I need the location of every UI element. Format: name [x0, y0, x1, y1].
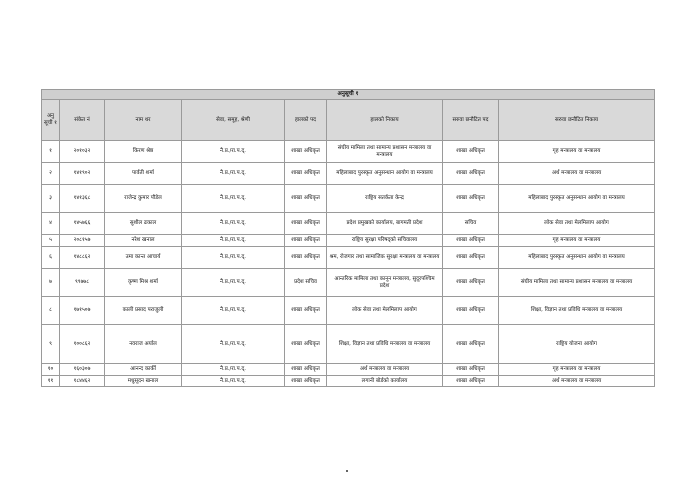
- col-header-current-office: हालको निकाय: [327, 100, 443, 141]
- cell-name: उमा कान्त आचार्य: [105, 247, 182, 269]
- cell-code: १४१३६८: [60, 185, 105, 213]
- cell-selected-post: शाखा अधिकृत: [443, 247, 499, 269]
- cell-service: नै.प्र./रा.प.द्.: [182, 247, 285, 269]
- col-header-code: संकेत नं: [60, 100, 105, 141]
- cell-code: २०८१५७: [60, 235, 105, 247]
- col-header-selected-post: सरुवा छनौटित पद: [443, 100, 499, 141]
- table-row: [42, 364, 655, 376]
- cell-name: आनन्द कार्की: [105, 364, 182, 376]
- cell-service: नै.प्र./रा.प.द्.: [182, 235, 285, 247]
- cell-current-office: राष्ट्रिय सुरक्षा परिषद्को सचिवालय: [327, 235, 443, 247]
- cell-serial: ४: [42, 213, 60, 235]
- cell-current-post: शाखा अधिकृत: [285, 364, 327, 376]
- table-row: [42, 269, 655, 297]
- cell-selected-post: शाखा अधिकृत: [443, 364, 499, 376]
- cell-name: काली प्रसाद पराजुली: [105, 297, 182, 325]
- table-row: [42, 247, 655, 269]
- cell-selected-office: महिलाबाद पुरस्कृत अनुसन्धान आयोग वा मन्त्रालय: [499, 185, 655, 213]
- cell-code: १४८८६२: [60, 247, 105, 269]
- cell-serial: ३: [42, 185, 60, 213]
- cell-current-office: लगानी बोर्डको कार्यालय: [327, 376, 443, 387]
- cell-name: नरेश खनाल: [105, 235, 182, 247]
- cell-serial: ८: [42, 297, 60, 325]
- cell-selected-office: गृह मन्त्रालय वा मन्त्रालय: [499, 141, 655, 163]
- cell-current-office: प्रदेश प्रमुखको कार्यालय, बागमती प्रदेश: [327, 213, 443, 235]
- cell-name: राजेन्द्र कुमार पौडेल: [105, 185, 182, 213]
- col-header-selected-office: सरुवा छनौटित निकाय: [499, 100, 655, 141]
- cell-current-post: शाखा अधिकृत: [285, 235, 327, 247]
- table-row: [42, 325, 655, 364]
- col-header-service: सेवा, समूह, श्रेणी: [182, 100, 285, 141]
- cell-code: १७१५०७: [60, 297, 105, 325]
- cell-current-office: महिलाबाद पुरस्कृत अनुसन्धान आयोग वा मन्त्रालय: [327, 163, 443, 185]
- transfer-list-table: [41, 89, 655, 387]
- cell-selected-office: गृह मन्त्रालय वा मन्त्रालय: [499, 364, 655, 376]
- cell-current-post: शाखा अधिकृत: [285, 247, 327, 269]
- cell-service: नै.प्र./रा.प.द्.: [182, 213, 285, 235]
- cell-service: नै.प्र./रा.प.द्.: [182, 163, 285, 185]
- cell-service: नै.प्र./रा.प.द्.: [182, 269, 285, 297]
- cell-current-office: श्रम, रोजगार तथा सामाजिक सुरक्षा मन्त्रालय वा मन्त्रालय: [327, 247, 443, 269]
- col-header-serial: अनु सूची १: [42, 100, 60, 141]
- cell-selected-post: शाखा अधिकृत: [443, 297, 499, 325]
- cell-selected-office: महिलाबाद पुरस्कृत अनुसन्धान आयोग वा मन्त्रालय: [499, 247, 655, 269]
- cell-service: नै.प्र./रा.प.द्.: [182, 325, 285, 364]
- cell-service: नै.प्र./रा.प.द्.: [182, 376, 285, 387]
- cell-serial: २: [42, 163, 60, 185]
- table-row: [42, 185, 655, 213]
- cell-current-post: शाखा अधिकृत: [285, 325, 327, 364]
- cell-selected-office: संघीय मामिला तथा सामान्य प्रशासन मन्त्रालय वा मन्त्रालय: [499, 269, 655, 297]
- cell-selected-post: शाखा अधिकृत: [443, 376, 499, 387]
- cell-code: १००८६२: [60, 325, 105, 364]
- cell-name: नवराज अर्याल: [105, 325, 182, 364]
- col-header-name: नाम थर: [105, 100, 182, 141]
- table-body: [42, 141, 655, 387]
- cell-selected-post: शाखा अधिकृत: [443, 141, 499, 163]
- cell-current-office: राष्ट्रिय सतर्कता केन्द्र: [327, 185, 443, 213]
- cell-selected-post: शाखा अधिकृत: [443, 185, 499, 213]
- cell-current-office: अर्थ मन्त्रालय वा मन्त्रालय: [327, 364, 443, 376]
- cell-current-post: शाखा अधिकृत: [285, 376, 327, 387]
- table-row: [42, 213, 655, 235]
- cell-service: नै.प्र./रा.प.द्.: [182, 297, 285, 325]
- table-caption: अनुसूची १: [42, 90, 655, 100]
- cell-current-post: शाखा अधिकृत: [285, 297, 327, 325]
- cell-selected-post: शाखा अधिकृत: [443, 325, 499, 364]
- cell-serial: १: [42, 141, 60, 163]
- cell-selected-office: शिक्षा, विज्ञान तथा प्रविधि मन्त्रालय वा मन्त्रालय: [499, 297, 655, 325]
- cell-current-office: संघीय मामिला तथा सामान्य प्रशासन मन्त्रालय वा मन्त्रालय: [327, 141, 443, 163]
- cell-code: १८४४६२: [60, 376, 105, 387]
- cell-selected-office: लोक सेवा तथा मेलमिलाप आयोग: [499, 213, 655, 235]
- cell-current-post: शाखा अधिकृत: [285, 141, 327, 163]
- cell-code: २०१०३२: [60, 141, 105, 163]
- cell-service: नै.प्र./रा.प.द्.: [182, 364, 285, 376]
- table-row: [42, 297, 655, 325]
- cell-code: १४५७६६: [60, 213, 105, 235]
- cell-current-office: आन्तरिक मामिला तथा कानून मन्त्रालय, सुदूरपश्चिम प्रदेश: [327, 269, 443, 297]
- cell-selected-office: गृह मन्त्रालय वा मन्त्रालय: [499, 235, 655, 247]
- table-row: [42, 163, 655, 185]
- cell-code: १४१९०२: [60, 163, 105, 185]
- cell-service: नै.प्र./रा.प.द्.: [182, 185, 285, 213]
- col-header-current-post: हालको पद: [285, 100, 327, 141]
- cell-serial: १०: [42, 364, 60, 376]
- cell-selected-office: अर्थ मन्त्रालय वा मन्त्रालय: [499, 376, 655, 387]
- cell-current-post: प्रदेश सचिव: [285, 269, 327, 297]
- cell-current-post: शाखा अधिकृत: [285, 213, 327, 235]
- cell-serial: ११: [42, 376, 60, 387]
- cell-name: किरण श्रेष्ठ: [105, 141, 182, 163]
- cell-service: नै.प्र./रा.प.द्.: [182, 141, 285, 163]
- table-row: [42, 235, 655, 247]
- cell-name: मधुसूदन खनाल: [105, 376, 182, 387]
- cell-serial: ६: [42, 247, 60, 269]
- cell-serial: ९: [42, 325, 60, 364]
- cell-name: सुशील ढकाल: [105, 213, 182, 235]
- table-row: [42, 141, 655, 163]
- cell-code: १६०३०७: [60, 364, 105, 376]
- cell-current-office: शिक्षा, विज्ञान तथा प्रविधि मन्त्रालय वा मन्त्रालय: [327, 325, 443, 364]
- page-marker: [346, 470, 348, 472]
- header-row: [42, 100, 655, 141]
- cell-name: कृष्ण मिश्र शर्मा: [105, 269, 182, 297]
- cell-serial: ७: [42, 269, 60, 297]
- cell-selected-office: अर्थ मन्त्रालय वा मन्त्रालय: [499, 163, 655, 185]
- cell-selected-post: शाखा अधिकृत: [443, 269, 499, 297]
- cell-selected-post: शाखा अधिकृत: [443, 235, 499, 247]
- cell-serial: ५: [42, 235, 60, 247]
- cell-code: ९९७७८: [60, 269, 105, 297]
- cell-name: पार्वती शर्मा: [105, 163, 182, 185]
- cell-selected-post: शाखा अधिकृत: [443, 163, 499, 185]
- cell-current-office: लोक सेवा तथा मेलमिलाप आयोग: [327, 297, 443, 325]
- cell-current-post: शाखा अधिकृत: [285, 163, 327, 185]
- table-row: [42, 376, 655, 387]
- cell-selected-office: राष्ट्रिय योजना आयोग: [499, 325, 655, 364]
- cell-current-post: शाखा अधिकृत: [285, 185, 327, 213]
- cell-selected-post: सचिव: [443, 213, 499, 235]
